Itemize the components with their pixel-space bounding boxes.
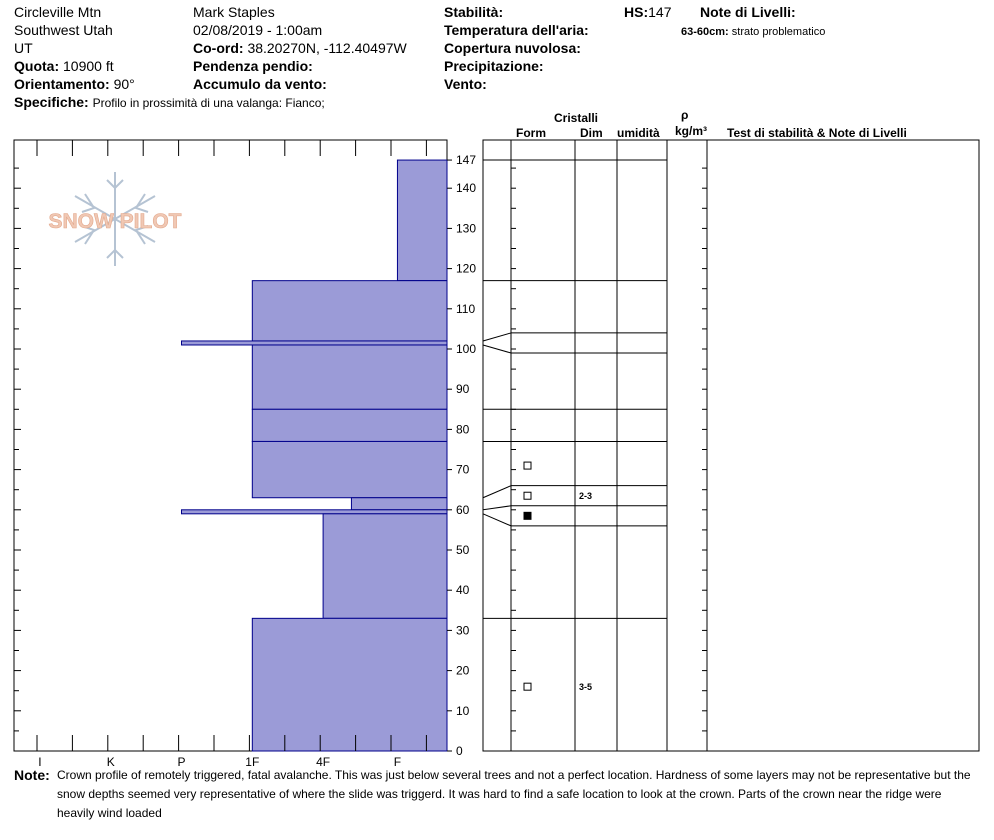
depth-label-80: 80 — [456, 422, 470, 437]
layer-note-range: 63-60cm: — [681, 26, 729, 38]
depth-label-30: 30 — [456, 623, 470, 638]
crystal-form-1 — [524, 462, 531, 469]
hardness-label-1F: 1F — [245, 755, 260, 769]
crystal-form-3 — [524, 512, 531, 519]
hardness-layer-10 — [252, 618, 447, 751]
location-name: Circleville Mtn — [14, 4, 102, 20]
depth-label-10: 10 — [456, 703, 470, 718]
depth-label-20: 20 — [456, 663, 470, 678]
depth-label-90: 90 — [456, 382, 470, 397]
layer-connector-9 — [483, 514, 511, 526]
hardness-layer-5 — [252, 409, 447, 441]
hardness-label-4F: 4F — [316, 755, 331, 769]
hardness-layer-2 — [252, 281, 447, 341]
specifics-value: Profilo in prossimità di una valanga: Fianco; — [92, 96, 325, 110]
depth-label-50: 50 — [456, 543, 470, 557]
air-temp-label: Temperatura dell'aria: — [444, 22, 589, 38]
mountain-range: Southwest Utah — [14, 22, 113, 38]
wind-label: Vento: — [444, 76, 487, 92]
depth-label-130: 130 — [456, 221, 477, 236]
observer-name: Mark Staples — [193, 4, 275, 20]
slope-angle-label: Pendenza pendio: — [193, 58, 313, 74]
depth-label-60: 60 — [456, 502, 470, 517]
hardness-label-K: K — [106, 755, 115, 769]
depth-label-140: 140 — [456, 181, 477, 196]
table-frame — [483, 140, 979, 751]
hardness-layer-6 — [252, 441, 447, 497]
layer-connector-8 — [483, 506, 511, 510]
wind-loading-label: Accumulo da vento: — [193, 76, 327, 92]
elevation-value: 10900 ft — [63, 58, 114, 74]
layer-notes-label: Note di Livelli: — [700, 4, 796, 20]
crystal-dim-2: 2-3 — [579, 491, 593, 502]
hardness-layer-9 — [323, 514, 447, 619]
hardness-label-P: P — [177, 755, 186, 769]
aspect-label: Orientamento: — [14, 76, 110, 92]
depth-label-110: 110 — [456, 301, 476, 316]
depth-label-70: 70 — [456, 462, 470, 477]
form-header: Form — [516, 126, 546, 140]
aspect-value: 90° — [113, 76, 135, 92]
crystal-form-2 — [524, 492, 531, 499]
cloud-cover-label: Copertura nuvolosa: — [444, 40, 581, 56]
density-symbol: ρ — [681, 108, 689, 122]
hardness-layer-1 — [397, 160, 447, 281]
note-text: Crown profile of remotely triggered, fatal avalanche. This was just below several trees and not a perfect location. Hardness of some layers may not be representative but the snow depths seemed very representative of where the slide was triggerd. It was hard to find a safe location to look at the crown. Parts of the crown near the ridge were heavily wind loaded — [57, 768, 971, 820]
hardness-layer-7 — [351, 498, 447, 510]
note-label: Note: — [14, 767, 50, 783]
layer-connector-7 — [483, 486, 511, 498]
density-unit: kg/m³ — [675, 124, 708, 138]
snowpilot-logo — [49, 172, 182, 266]
depth-label-100: 100 — [456, 342, 477, 356]
state: UT — [14, 40, 33, 56]
precipitation-label: Precipitazione: — [444, 58, 544, 74]
hardness-label-F: F — [393, 755, 402, 769]
stability-label: Stabilità: — [444, 4, 504, 20]
snow-height-label: HS: — [624, 4, 649, 20]
coordinates-label: Co-ord: — [193, 40, 244, 56]
hardness-layer-8 — [182, 510, 448, 514]
observation-datetime: 02/08/2019 - 1:00am — [193, 22, 323, 38]
snow-height-value: 147 — [648, 4, 672, 20]
dim-header: Dim — [580, 126, 603, 140]
depth-label-0: 0 — [456, 744, 463, 758]
wetness-header: umidità — [617, 126, 660, 140]
depth-label-40: 40 — [456, 583, 470, 598]
specifics-label: Specifiche: — [14, 94, 89, 110]
layer-connector-3 — [483, 333, 511, 341]
stability-tests-header: Test di stabilità & Note di Livelli — [727, 126, 907, 140]
hardness-label-I: I — [38, 755, 42, 769]
logo-text: SNOW PILOT — [48, 210, 182, 233]
hardness-layer-3 — [182, 341, 448, 345]
depth-label-120: 120 — [456, 261, 477, 276]
crystal-form-4 — [524, 683, 531, 690]
depth-label-147: 147 — [456, 153, 477, 168]
hardness-layer-4 — [252, 345, 447, 409]
coordinates-value: 38.20270N, -112.40497W — [247, 40, 407, 56]
crystals-header: Cristalli — [554, 111, 599, 125]
elevation-label: Quota: — [14, 58, 60, 74]
layer-note-text: strato problematico — [731, 26, 826, 38]
layer-connector-4 — [483, 345, 511, 353]
crystal-dim-4: 3-5 — [579, 682, 593, 693]
